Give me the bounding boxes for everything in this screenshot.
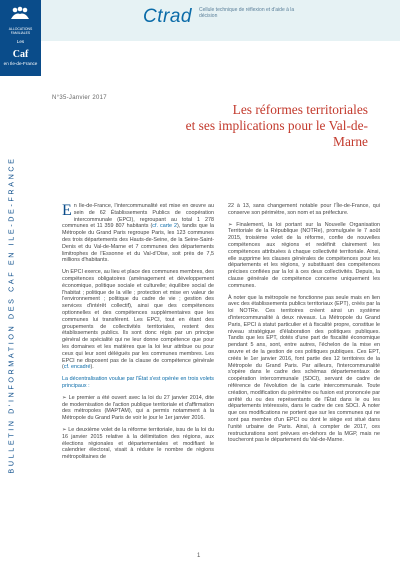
paragraph: ➢ Le deuxième volet de la réforme territoriale, issu de la loi du 16 janvier 2015 relative à la délimitation des régions, aux élections régionales et départementales et modifiant le calendrier électoral, visait à réduire le nombre de régions métropolitaines de <box>62 426 214 461</box>
paragraph: À noter que la métropole ne fonctionne pas seule mais en lien avec des établissements publics territoriaux (EPT), créés par la loi NOTRe. Ces territoires créent ainsi un système d'intercommunalité à deux niveaux. La Métropole du Grand Paris, EPCI à statut particulier et à fiscalité propre, constitue le niveau stratégique d'élaboration des politiques publiques. Tandis que les EPT, dotés d'une part de fiscalité économique pendant 5 ans, sont, entre autres, l'échelon de la mise en œuvre et de la gestion de ces politiques publiques. Ces EPT, créés le 1er janvier 2016, font partie des 12 territoires de la Métropole du Grand Paris. Par ailleurs, l'intercommunalité s'opère dans le cadre des schémas départementaux de coopération intercommunale (SDCI), servant de cadre de référence de l'évolution de la carte intercommunale. Toute création, modification du périmètre ou fusion est prononcée par arrêté du ou des représentants de l'État dans le ou les départements intéressés, dans le cadre de ces SDCI. À noter que ces modifications ne portent que sur les communes qui ne sont pas membre d'un EPCI ou dont le siège est situé dans l'unité urbaine de Paris. Ainsi, à compter de 2017, ces restructurations sont prévues en-dehors de la MGP, mais ne toucheront pas le département du Val-de-Marne. <box>228 294 380 444</box>
brand-ctrad: Ctrad <box>143 6 192 27</box>
issue-number: N°35-Janvier 2017 <box>52 95 107 101</box>
section-subheading: La décentralisation voulue par l'État s'est opérée en trois volets principaux : <box>62 376 214 389</box>
paragraph: ➢ Le premier a été ouvert avec la loi du 27 janvier 2014, dite de modernisation de l'action publique territoriale et d'affirmation des métropoles (MAPTAM), qui a permis notamment à la Métropole du Grand Paris de voir le jour le 1er janvier 2016. <box>62 394 214 422</box>
paragraph: ➢ Finalement, la loi portant sur la Nouvelle Organisation Territoriale de la République (NOTRe), promulguée le 7 août 2015, troisième volet de la réforme, confie de nouvelles compétences aux régions et redéfinit clairement les compétences attribuées à chaque collectivité territoriale. Ainsi, elle supprime les clauses générales de compétences pour les départements et les régions, y substituant des compétences précises confiées par la loi à ces deux collectivités. Depuis, la clause générale de compétence concerne uniquement les communes. <box>228 221 380 289</box>
side-label-bar <box>0 95 22 535</box>
title-line-2: et ses implications pour le Val-de-Marne <box>185 118 368 149</box>
page-title <box>160 102 368 150</box>
logo-text-caf: Caf <box>12 49 29 60</box>
family-emblem-icon <box>9 6 31 20</box>
page-number: 1 <box>197 553 201 559</box>
paragraph: Un EPCI exerce, au lieu et place des communes membres, des compétences obligatoires (aménagement et développement économique, politique sociale et culturelle; équilibre social de l'habitat ; politique de la ville ; protection et mise en valeur de l'environnement ; politique du cadre de vie ; gestion des services d'intérêt collectif), ainsi que des compétences optionnelles et des compétences supplémentaires que les communes lui transfèrent. Les EPCI, tout en étant des groupements de collectivités territoriales, restent des établissements publics. Ils sont donc régis par un principe général de spécialité qui ne leur donne compétence que pour les domaines et les matières que la loi leur attribue ou pour ceux qui leur sont délégués par les communes membres. Les EPCI ne disposent pas de la clause de compétence générale (cf. encadré). <box>62 269 214 371</box>
paragraph: En Ile-de-France, l'intercommunalité est mise en œuvre au sein de 62 Établissements Publics de coopération intercommunale (EPCI), regroupant au total 1 278 communes et 11 359 807 habitants (cf. carte 2), tandis que la Métropole du Grand Paris regroupe Paris, les 123 communes des trois départements des Hauts-de-Seine, de la Seine-Saint-Denis et du Val-de-Marne et 7 communes des départements limitrophes de l'Essonne et du Val-d'Oise, soit près de 7,5 millions d'habitants. <box>62 202 214 264</box>
paragraph: 22 à 13, sans changement notable pour l'Île-de-France, qui conserve son périmètre, son nom et sa préfecture. <box>228 203 380 216</box>
article-column-1 <box>62 203 214 466</box>
side-label: BULLETIN D'INFORMATION DES CAF EN ILE-DE-FRANCE <box>6 156 16 474</box>
caf-logo <box>0 0 41 76</box>
box-reference-link[interactable]: cf. encadré <box>63 364 91 371</box>
drop-cap: E <box>62 202 72 219</box>
map-reference-link[interactable]: cf. carte 2 <box>152 223 178 230</box>
logo-text-les: Les <box>16 39 25 44</box>
logo-text-allocations: ALLOCATIONS FAMILIALES <box>8 27 33 36</box>
article-column-2 <box>228 203 380 449</box>
logo-text-region: en Ile-de-France <box>3 61 38 66</box>
title-line-1: Les réformes territoriales <box>232 102 368 117</box>
brand-tagline: Cellule technique de réflexion et d'aide à la décision <box>199 7 295 19</box>
